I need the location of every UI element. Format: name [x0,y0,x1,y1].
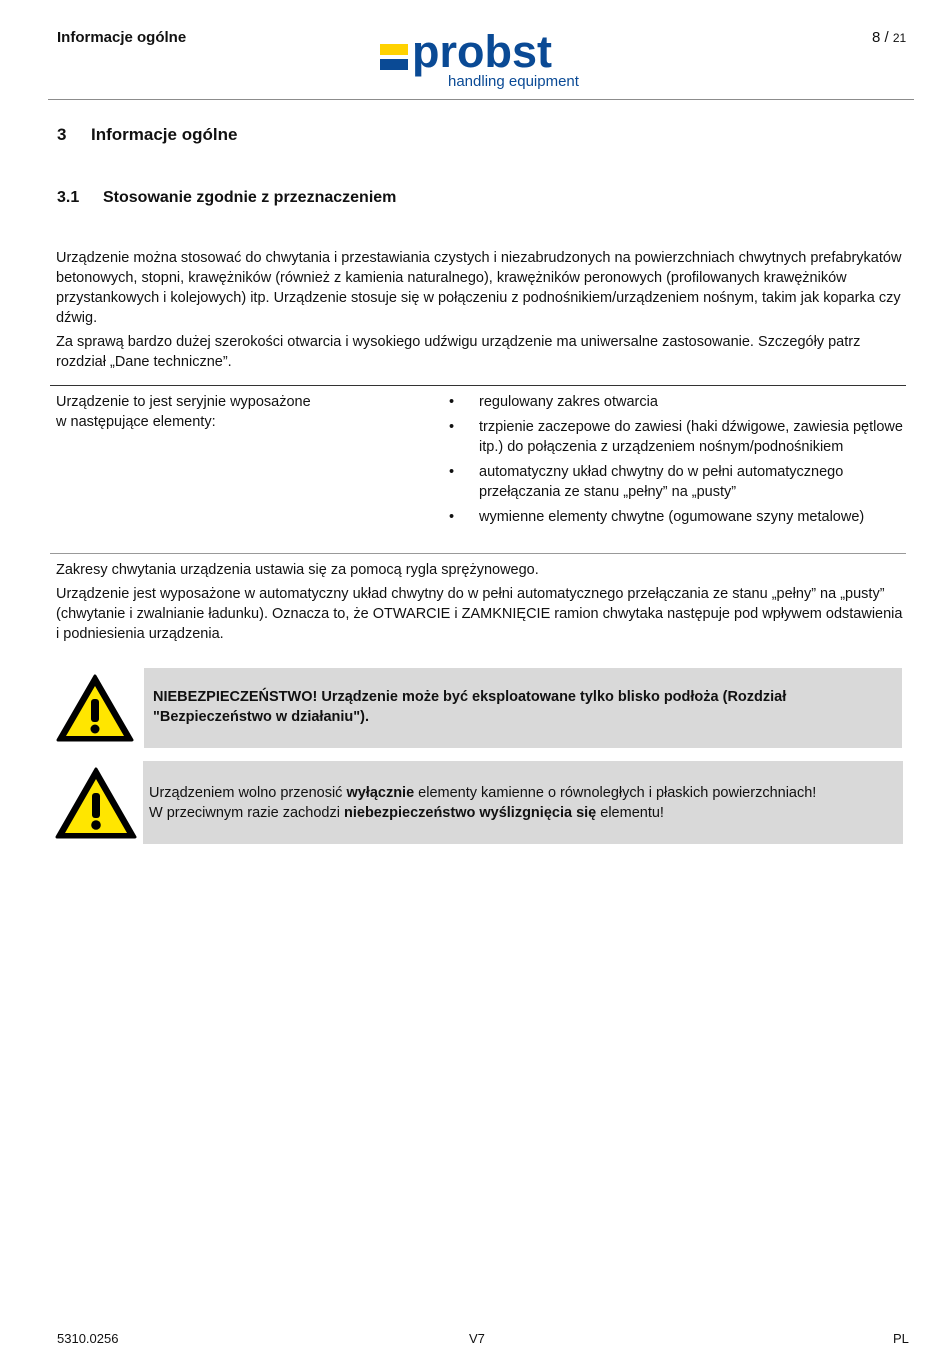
header-divider [48,99,914,100]
chapter-number: 3 [57,125,67,144]
slip-warning-line1 [149,783,897,803]
page-separator: / [880,29,893,46]
list-item-text: trzpienie zaczepowe do zawiesi (haki dźwigowe, zawiesia pętlowe itp.) do połączenia z urządzeniem nośnym/podnośnikiem [479,419,903,455]
logo-wordmark: probst [412,26,552,77]
bullet-icon: • [449,394,455,410]
page-current: 8 [872,29,881,46]
equipment-table-label [56,392,356,432]
danger-notice-box [144,668,902,748]
logo-yellow-bar [380,44,408,55]
warning-text-part: W przeciwnym razie zachodzi [149,805,344,821]
table-bottom-border [50,553,906,554]
danger-notice-text: NIEBEZPIECZEŃSTWO! Urządzenie może być eksploatowane tylko blisko podłoża (Rozdział "Bezpieczeństwo w działaniu"). [153,689,787,725]
slip-warning-line2 [149,803,897,823]
list-item-text: regulowany zakres otwarcia [479,394,658,410]
bullet-icon: • [449,419,455,435]
warning-text-part: elementu! [596,805,664,821]
automatic-gripping-paragraph: Urządzenie jest wyposażone w automatyczny układ chwytny do w pełni automatycznego przełączania ze stanu „pełny” na „pusty” (chwytanie i zwalnianie ładunku). Oznacza to, że OTWARCIE i ZAMKNIĘCIE ramion chwytaka następuje pod wpływem odstawienia i podniesienia urządzenia. [56,586,903,642]
gripping-range-paragraph: Zakresy chwytania urządzenia ustawia się za pomocą rygla sprężynowego. [56,562,539,578]
warning-emphasis: wyłącznie [346,785,415,801]
warning-triangle-icon [55,766,137,840]
section-number: 3.1 [57,189,80,206]
probst-logo [378,26,594,92]
capacity-paragraph: Za sprawą bardzo dużej szerokości otwarcia i wysokiego udźwigu urządzenie ma uniwersalne zastosowanie. Szczegóły patrz rozdział „Dane techniczne”. [56,334,861,370]
footer-doc-number: 5310.0256 [57,1331,119,1346]
slip-warning-text [149,783,897,823]
list-item [448,507,908,527]
section-heading [57,189,396,207]
intro-paragraph: Urządzenie można stosować do chwytania i przestawiania czystych i niezabrudzonych na powierzchniach chwytnych prefabrykatów betonowych, stopni, krawężników (również z kamienia naturalnego), krawężników peronowych (profilowanych krawężników przystankowych i kolejowych) itp. Urządzenie stosuje się w połączeniu z podnośnikiem/urządzeniem nośnym, takim jak koparka czy dźwig. [56,250,902,326]
logo-blue-bar [380,59,408,70]
footer-language: PL [893,1331,909,1346]
footer-version: V7 [469,1331,485,1346]
equipment-list [448,392,908,532]
list-item [448,462,908,502]
chapter-title: Informacje ogólne [91,125,238,144]
chapter-heading [57,125,237,145]
list-item-text: automatyczny układ chwytny do w pełni automatycznego przełączania ze stanu „pełny” na „pusty” [479,464,844,500]
page-number [872,29,906,46]
warning-triangle-icon [56,673,134,743]
equipment-label-line2: w następujące elementy: [56,414,216,430]
logo-tagline: handling equipment [448,73,579,90]
bullet-icon: • [449,464,455,480]
equipment-label-line1: Urządzenie to jest seryjnie wyposażone [56,394,311,410]
slip-warning-box [143,761,903,844]
list-item-text: wymienne elementy chwytne (ogumowane szyny metalowe) [479,509,865,525]
warning-emphasis: niebezpieczeństwo wyślizgnięcia się [344,805,597,821]
page-total: 21 [892,31,907,45]
section-title: Stosowanie zgodnie z przeznaczeniem [103,189,397,206]
header-section-title: Informacje ogólne [57,29,187,46]
table-top-border [50,385,906,386]
list-item [448,392,908,412]
list-item [448,417,908,457]
warning-text-part: elementy kamienne o równoległych i płaskich powierzchniach! [414,785,817,801]
warning-text-part: Urządzeniem wolno przenosić [149,785,347,801]
bullet-icon: • [449,509,455,525]
